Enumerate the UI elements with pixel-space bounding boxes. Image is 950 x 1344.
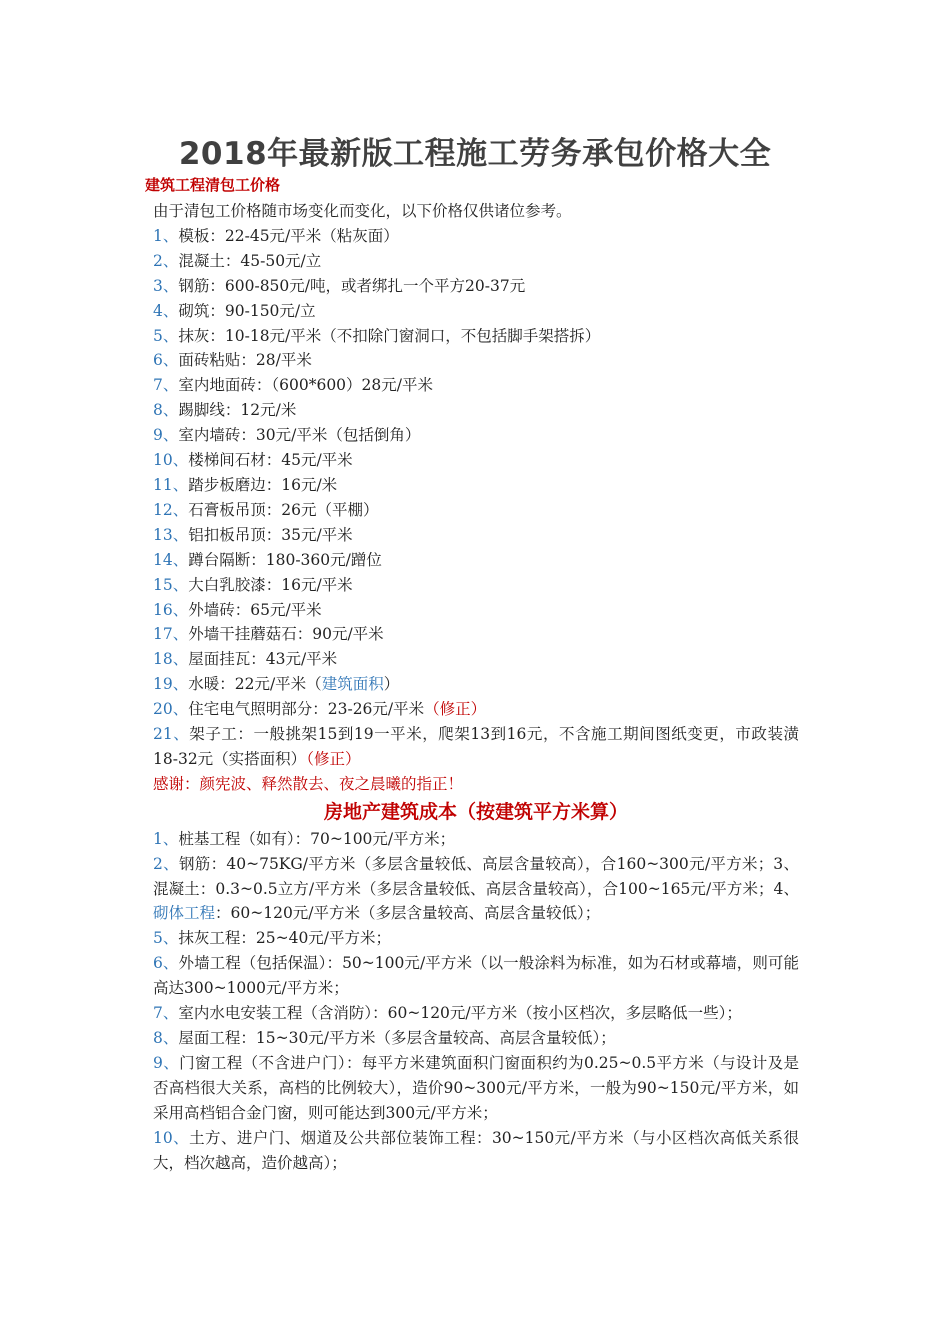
item-text: 外墙砖：65元/平米 (188, 600, 322, 619)
labor-price-item (153, 598, 799, 623)
cost-item-1 (153, 827, 799, 852)
item-text: 土方、进户门、烟道及公共部位装饰工程：30~150元/平方米（与小区档次高低关系很大，档次越高，造价越高）； (153, 1128, 799, 1172)
item-number: 8、 (153, 401, 179, 420)
item-text: 外墙干挂蘑菇石：90元/平米 (188, 625, 384, 644)
cost-item (153, 1051, 799, 1126)
correction-note: （修正） (424, 700, 487, 719)
labor-price-item (153, 348, 799, 373)
labor-price-item (153, 423, 799, 448)
item-text: 面砖粘贴：28/平米 (178, 351, 312, 370)
labor-price-item (153, 299, 799, 324)
labor-price-item (153, 448, 799, 473)
item-text: 住宅电气照明部分：23-26元/平米 (188, 700, 425, 719)
item-number: 1、 (153, 226, 179, 245)
item-number: 12、 (153, 500, 189, 519)
cost-item (153, 951, 799, 1001)
item-text: 抹灰：10-18元/平米（不扣除门窗洞口，不包括脚手架搭拆） (178, 326, 601, 345)
thanks-note: 感谢：颜宪波、释然散去、夜之晨曦的指正！ (153, 774, 464, 793)
item-text: 混凝土：45-50元/立 (178, 251, 322, 270)
document-title: 2018年最新版工程施工劳务承包价格大全 (178, 136, 772, 172)
item-text: 桩基工程（如有）：70~100元/平方米； (178, 829, 456, 848)
item-number: 15、 (153, 575, 189, 594)
labor-price-item (153, 224, 799, 249)
labor-price-item (153, 398, 799, 423)
item-number: 10、 (153, 1128, 190, 1147)
item-text: 楼梯间石材：45元/平米 (188, 451, 353, 470)
item-number: 7、 (153, 376, 179, 395)
labor-price-item (153, 573, 799, 598)
intro-text: 由于清包工价格随市场变化而变化，以下价格仅供诸位参考。 (153, 202, 572, 220)
list-item-19 (153, 672, 799, 697)
item-number: 13、 (153, 525, 189, 544)
item-number: 6、 (153, 954, 179, 973)
item-text: 大白乳胶漆：16元/平米 (188, 575, 353, 594)
item-text: 石膏板吊顶：26元（平棚） (188, 500, 379, 519)
cost-item (153, 1001, 799, 1026)
correction-note: （修正） (306, 749, 361, 768)
item-number: 3、 (153, 276, 179, 295)
list-item-20 (153, 697, 799, 722)
item-number: 11、 (153, 475, 189, 494)
cost-item (153, 1126, 799, 1176)
item-number: 18、 (153, 650, 189, 669)
item-text: 屋面挂瓦：43元/平米 (188, 650, 338, 669)
item-text: 室内墙砖：30元/平米（包括倒角） (178, 426, 421, 445)
item-number: 17、 (153, 625, 189, 644)
item-text: 钢筋：40~75KG/平方米（多层含量较低、高层含量较高），合160~300元/平方米；3、混凝土：0.3~0.5立方/平方米（多层含量较低、高层含量较高），合100~165元/平方米；4、 (153, 854, 799, 898)
labor-price-item (153, 473, 799, 498)
item-number: 10、 (153, 451, 189, 470)
item-number: 4、 (153, 301, 179, 320)
item-text: 外墙工程（包括保温）：50~100元/平方米（以一般涂料为标准，如为石材或幕墙，则可能高达300~1000元/平方米； (153, 954, 799, 998)
cost-item-2 (153, 852, 799, 927)
item-number: 16、 (153, 600, 189, 619)
item-text: 蹲台隔断：180-360元/蹭位 (188, 550, 382, 569)
cost-list (153, 926, 799, 1175)
item-text: 架子工：一般挑架15到19一平米，爬架13到16元，不含施工期间图纸变更，市政装潢18-32元（实搭面积） (153, 725, 799, 768)
labor-price-item (153, 647, 799, 672)
item-text: 水暖：22元/平米（ (188, 675, 322, 694)
cost-item (153, 926, 799, 951)
item-text: 铝扣板吊顶：35元/平米 (188, 525, 353, 544)
section-heading-real-estate-cost: 房地产建筑成本（按建筑平方米算） (323, 800, 628, 823)
labor-price-item (153, 498, 799, 523)
item-text: 钢筋：600-850元/吨，或者绑扎一个平方20-37元 (178, 276, 526, 295)
item-text: 模板：22-45元/平米（粘灰面） (178, 226, 399, 245)
item-number: 20、 (153, 700, 189, 719)
document-body (153, 199, 799, 1175)
item-number: 5、 (153, 929, 179, 948)
item-text-continued: ：60~120元/平方米（多层含量较高、高层含量较低）； (215, 904, 601, 923)
labor-price-list (153, 224, 799, 672)
item-number: 5、 (153, 326, 179, 345)
labor-price-item (153, 373, 799, 398)
labor-price-item (153, 274, 799, 299)
building-area-link[interactable]: 建筑面积 (321, 675, 384, 694)
labor-price-item (153, 523, 799, 548)
item-text: 踏步板磨边：16元/米 (188, 475, 338, 494)
cost-item (153, 1026, 799, 1051)
item-text-close: ） (383, 675, 400, 694)
labor-price-item (153, 548, 799, 573)
item-number: 21、 (153, 725, 190, 744)
item-number: 8、 (153, 1029, 179, 1047)
list-item-21 (153, 722, 799, 772)
item-number: 19、 (153, 675, 189, 694)
item-text: 门窗工程（不含进户门）：每平方米建筑面积门窗面积约为0.25~0.5平方米（与设计及是否高档很大关系，高档的比例较大），造价90~300元/平方米，一般为90~150元/平方米，如采用高档铝合金门窗，则可能达到300元/平方米； (153, 1053, 799, 1122)
item-number: 1、 (153, 829, 179, 848)
item-text: 踢脚线：12元/米 (178, 401, 297, 420)
item-number: 9、 (153, 426, 179, 445)
masonry-work-link[interactable]: 砌体工程 (153, 904, 216, 923)
item-number: 6、 (153, 351, 179, 370)
item-text: 室内水电安装工程（含消防）：60~120元/平方米（按小区档次，多层略低一些）； (178, 1004, 742, 1023)
labor-price-item (153, 622, 799, 647)
item-text: 室内地面砖：（600*600）28元/平米 (178, 376, 433, 395)
item-number: 7、 (153, 1004, 179, 1023)
item-number: 2、 (153, 854, 179, 873)
section-heading-labor-prices: 建筑工程清包工价格 (145, 176, 281, 194)
item-text: 抹灰工程：25~40元/平方米； (178, 929, 392, 948)
item-number: 9、 (153, 1053, 180, 1072)
labor-price-item (153, 324, 799, 349)
item-text: 砌筑：90-150元/立 (178, 301, 316, 320)
labor-price-item (153, 249, 799, 274)
item-number: 2、 (153, 251, 179, 270)
item-text: 屋面工程：15~30元/平方米（多层含量较高、高层含量较低）； (178, 1029, 616, 1047)
item-number: 14、 (153, 550, 189, 569)
